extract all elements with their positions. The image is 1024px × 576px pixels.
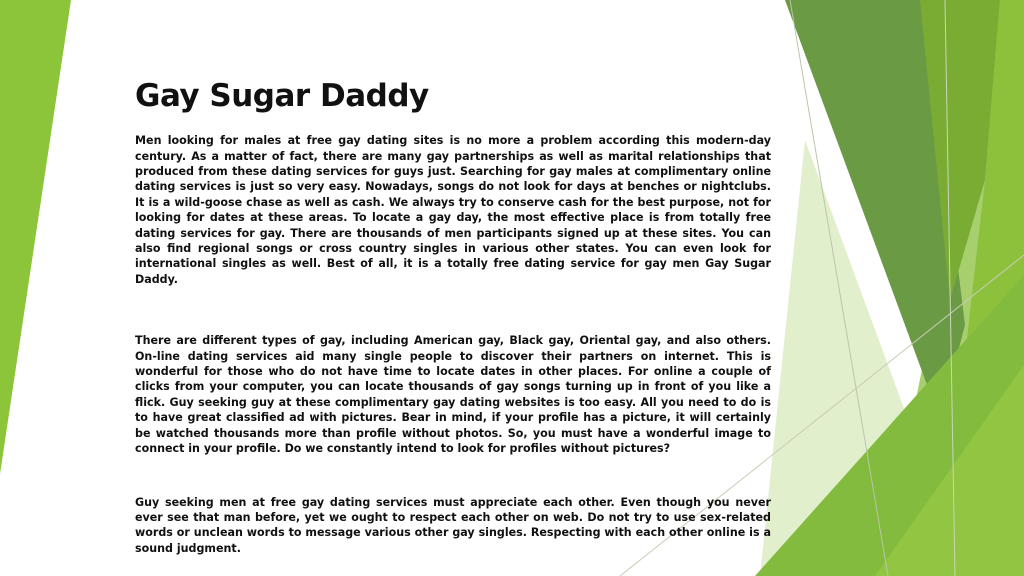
paragraph-2: There are different types of gay, including American gay, Black gay, Oriental gay, and also others. On-line dating services aid many single people to discover their partners on internet. This is wonderful for those who do not have time to locate dates in other places. For online a couple of clicks from your computer, you can locate thousands of gay songs turning up in front of you like a flick. Guy seeking guy at these complimentary gay dating websites is too easy. All you need to do is to have great classified ad with pictures. Bear in mind, if your profile has a picture, it will certainly be watched thousands more than profile without photos. So, you must have a wonderful image to connect in your profile. Do we constantly intend to look for profiles without pictures? [135, 334, 771, 456]
slide-content [135, 78, 771, 556]
paragraph-1: Men looking for males at free gay dating sites is no more a problem according this modern-day century. As a matter of fact, there are many gay partnerships as well as marital relationships that produced from these dating services for guys just. Searching for gay males at complimentary online dating services is just so very easy. Nowadays, songs do not look for days at benches or nightclubs. It is a wild-goose chase as well as cash. We always try to conserve cash for the best purpose, not for looking for dates at these areas. To locate a gay day, the most effective place is from totally free dating services for gay. There are thousands of men participants signed up at these sites. You can also find regional songs or cross country singles in various other states. You can even look for international singles as well. Best of all, it is a totally free dating service for gay men Gay Sugar Daddy. [135, 134, 771, 286]
slide-title: Gay Sugar Daddy [135, 78, 429, 114]
paragraph-3: Guy seeking men at free gay dating services must appreciate each other. Even though you never ever see that man before, yet we ought to respect each other on web. Do not try to use sex-related words or unclean words to message various other gay singles. Respecting with each other online is a sound judgment. [135, 495, 771, 555]
left-green-triangle [0, 0, 71, 474]
